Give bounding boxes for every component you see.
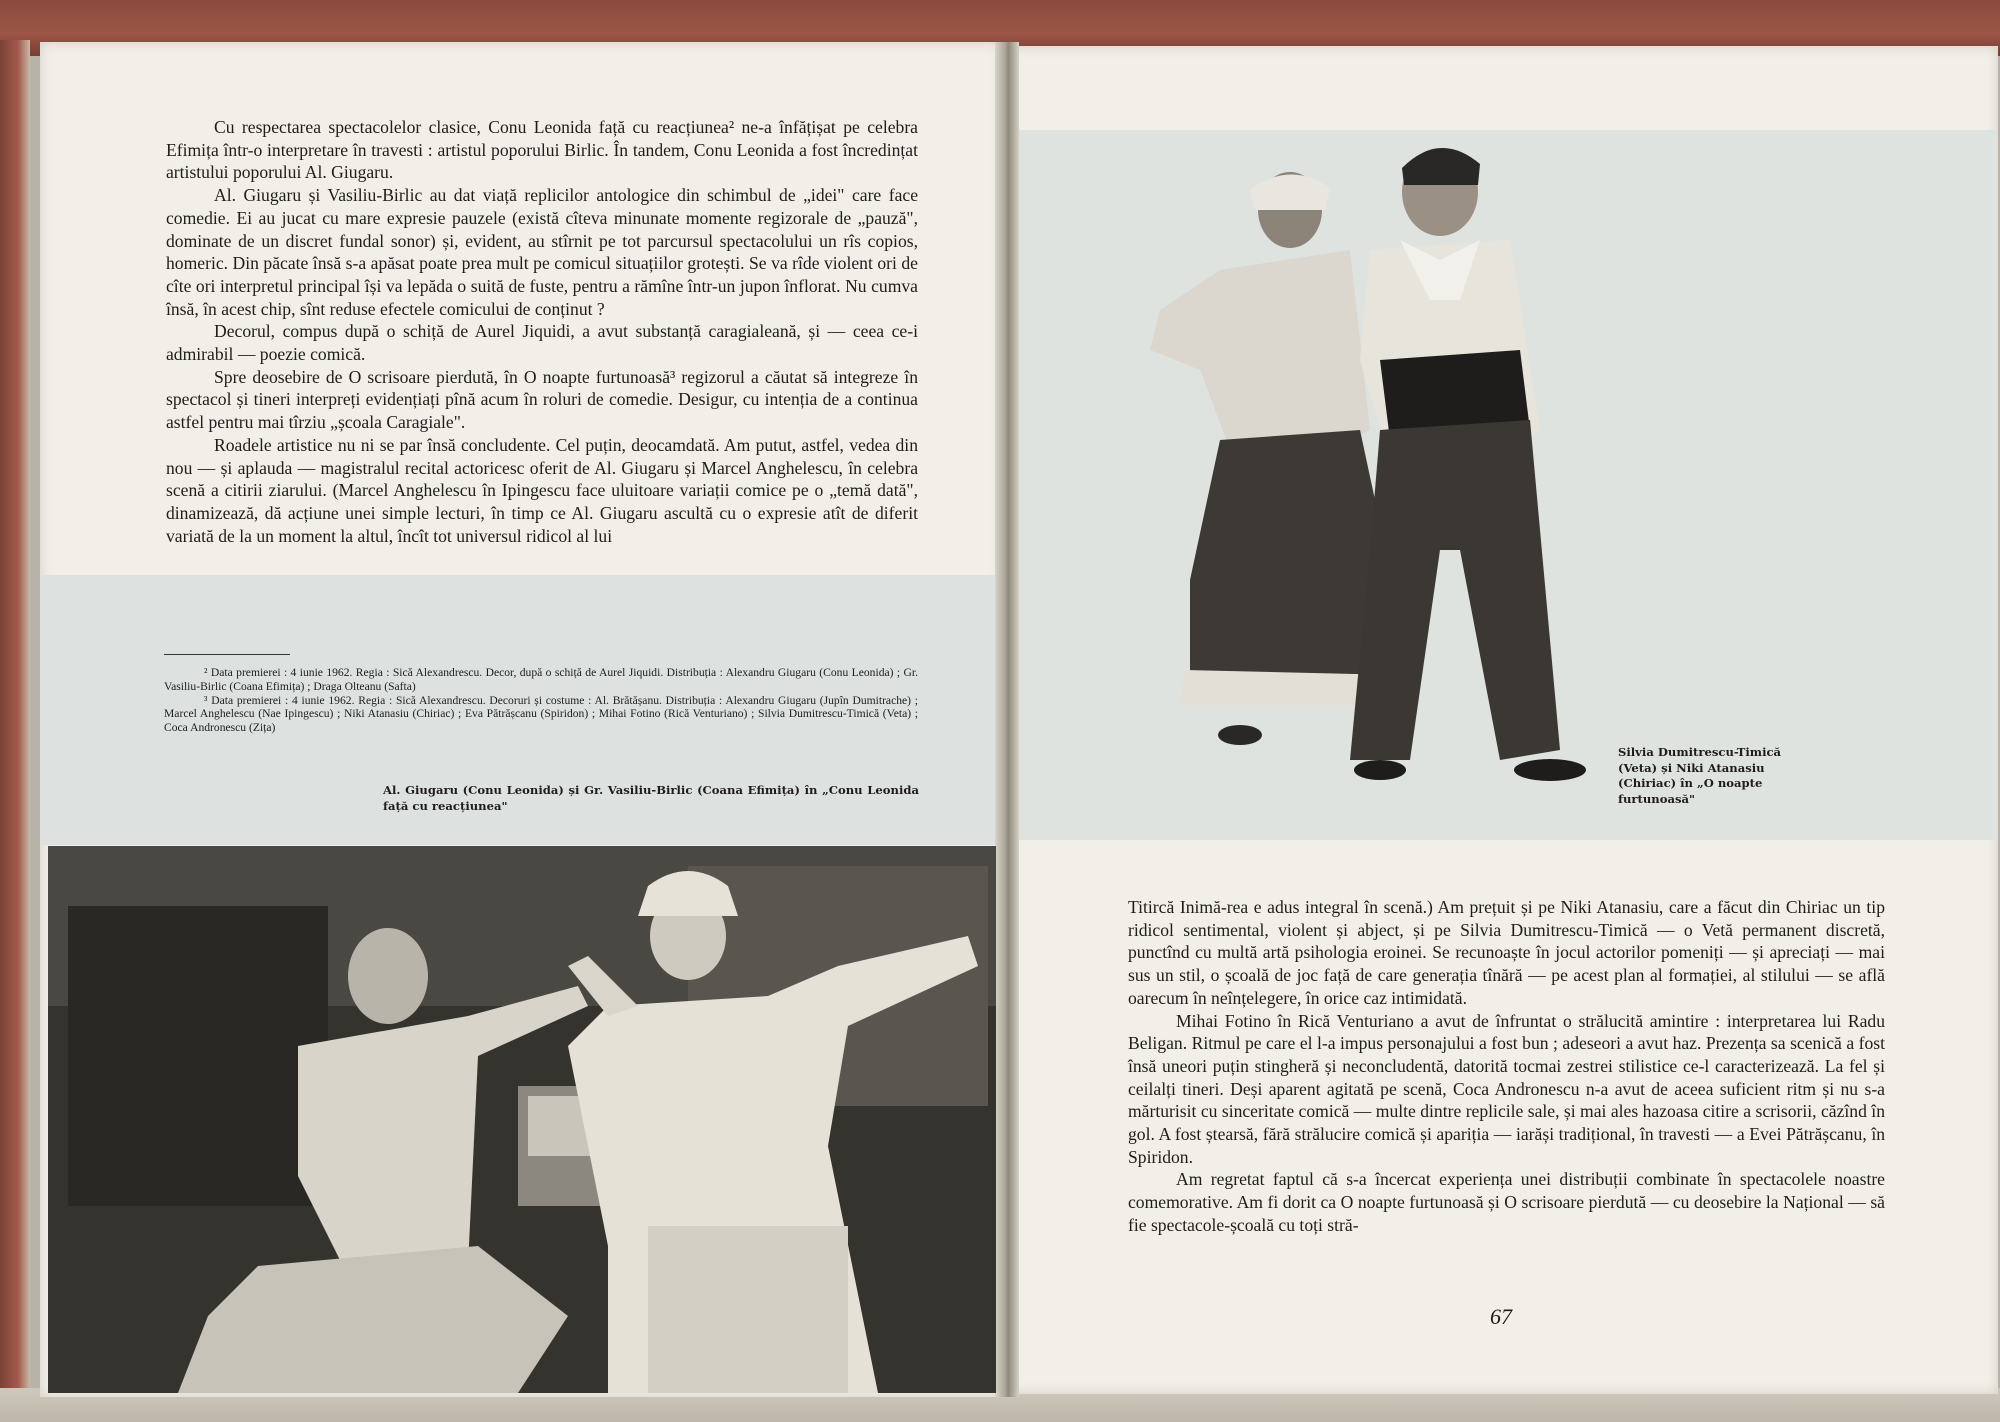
paragraph: Titircă Inimă-rea e adus integral în scenă.) Am prețuit și pe Niki Atanasiu, care a făcut din Chiriac un tip ridicol sentimental, violent și abject, și pe Silvia Dumitrescu-Timică — o Vetă permanent discretă, punctînd cu multă artă psihologia eroinei. Se recunoaște în jocul actorilor pomeniți — și apreciați — mai sus un stil, o școală de joc față de care generația tînără — pe acest plan al formației, al stilului — se află oarecum în neînțelegere, în orice caz intimidată.: [1128, 897, 1885, 1008]
footnote: ² Data premierei : 4 iunie 1962. Regia : Sică Alexandrescu. Decor, după o schiță de Aurel Jiquidi. Distribuția : Alexandru Giugaru (Conu Leonida) ; Gr. Vasiliu-Birlic (Coana Efimița) ; Draga Olteanu (Safta): [164, 666, 918, 693]
paragraph: Roadele artistice nu ni se par însă concludente. Cel puțin, deocamdată. Am putut, astfel, vedea din nou — și aplauda — magistralul recital actoricesc oferit de Al. Giugaru și Marcel Anghelescu, în celebra scenă a citirii ziarului. (Marcel Anghelescu în Ipingescu face uluitoare variații comice pe o „temă dată", dinamizează, dă acțiune unei simple lecturi, în timp ce Al. Giugaru ascultă cu o expresie atît de diferit variată de la un moment la altul, încît tot universul ridicol al lui: [166, 434, 918, 546]
book-cover-left: [0, 40, 30, 1422]
right-photo-caption: Silvia Dumitrescu-Timică (Veta) și Niki Atanasiu (Chiriac) în „O noapte furtunoasă": [1618, 745, 1782, 806]
stage-scene-photo: [48, 846, 996, 1393]
paragraph: Mihai Fotino în Rică Venturiano a avut de înfruntat o strălucită amintire : interpretarea lui Radu Beligan. Ritmul pe care el l-a impus personajului a fost bun ; adeseori a avut haz. Prezența sa scenică a fost însă uneori puțin stingheră și neconcludentă, datorită tocmai zestrei stilistice ce-l caracterizează. La fel și ceilalți tineri. Deși aparent agitată pe scenă, Coca Andronescu n-a avut de aceea suficient ritm și nu s-a mărturisit cu sinceritate comică — multe dintre replicile sale, și mai ales hazoasa citire a scrisorii, căzînd în gol. A fost ștearsă, fără strălucire comică și apariția — iarăși tradițional, în travesti — a Evei Pătrășcanu, în Spiridon.: [1128, 1010, 1885, 1167]
two-actors-illustration: [1140, 130, 1620, 790]
paragraph: Decorul, compus după o schiță de Aurel Jiquidi, a avut substanță caragialeană, și — ceea ce-i admirabil — poezie comică.: [166, 321, 918, 365]
paragraph: Al. Giugaru și Vasiliu-Birlic au dat viață replicilor antologice din schimbul de „idei" care face comedie. Ei au jucat cu mare expresie pauzele (există cîteva minunate momente regizorale de „pauză", dominate de un discret fundal sonor) și, evident, au stîrnit pe tot parcursul spectacolului un rîs copios, homeric. Din păcate însă s-a apăsat poate prea mult pe comicul situațiilor grotești. Se va rîde violent ori de cîte ori interpretul principal își va lepăda o suită de fuste, pentru a rămîne într-un jupon înflorat. Nu cumva însă, în acest chip, sînt reduse efectele comicului de conținut ?: [166, 185, 918, 319]
paragraph: Am regretat faptul că s-a încercat experiența unei distribuții combinate în spectacolele noastre comemorative. Am fi dorit ca O noapte furtunoasă și O scrisoare pierdută — cu deosebire la Național — să fie spectacole-școală cu toți stră-: [1128, 1169, 1885, 1235]
footnote-rule: [164, 654, 290, 655]
page-number: 67: [1490, 1304, 1512, 1329]
footnote: ³ Data premierei : 4 iunie 1962. Regia : Sică Alexandrescu. Decoruri și costume : Al. Brătășanu. Distribuția : Alexandru Giugaru (Jupîn Dumitrache) ; Marcel Anghelescu (Nae Ipingescu) ; Niki Atanasiu (Chiriac) ; Eva Pătrășcanu (Spiridon) ; Mihai Fotino (Rică Venturiano) ; Silvia Dumitrescu-Timică (Veta) ; Coca Andronescu (Zița): [164, 693, 918, 735]
stage-scene-illustration: [48, 846, 996, 1393]
left-photo-caption: Al. Giugaru (Conu Leonida) și Gr. Vasiliu-Birlic (Coana Efimița) în „Conu Leonida față cu reacțiunea": [383, 783, 919, 813]
left-page-body: [166, 116, 918, 547]
paragraph: Spre deosebire de O scrisoare pierdută, în O noapte furtunoasă³ regizorul a căutat să integreze în spectacol și tineri interpreți evidențiați pînă acum în roluri de comedie. Desigur, cu intenția de a continua astfel pentru mai tîrziu „școala Caragiale".: [166, 366, 918, 433]
paragraph: Cu respectarea spectacolelor clasice, Conu Leonida față cu reacțiunea² ne-a înfățișat pe celebra Efimița într-o interpretare în travesti : artistul poporului Birlic. În tandem, Conu Leonida a fost încredințat artistului poporului Al. Giugaru.: [166, 117, 918, 183]
book-gutter: [995, 42, 1019, 1397]
footnotes: [164, 666, 918, 735]
two-actors-photo: [1140, 130, 1620, 790]
right-page-body: [1128, 896, 1885, 1237]
